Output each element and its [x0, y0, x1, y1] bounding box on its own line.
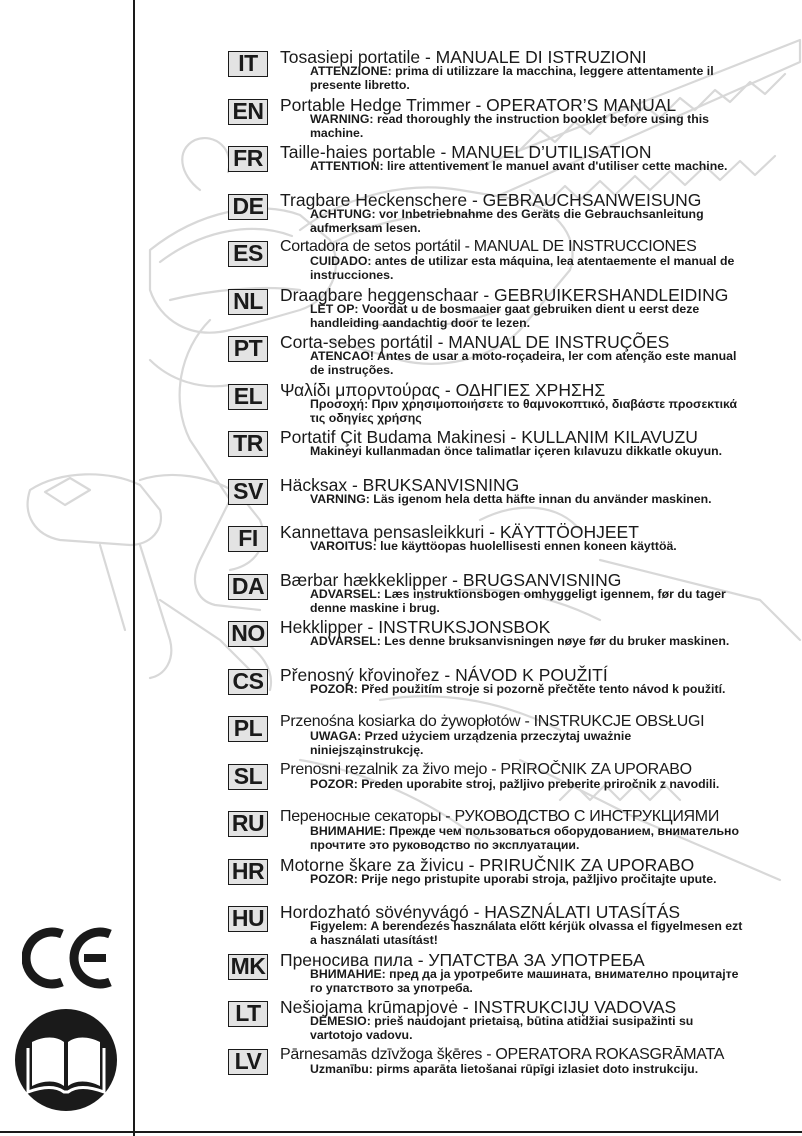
entry-pt	[226, 332, 800, 380]
entry-sl	[226, 760, 800, 808]
warning-text: Προσοχή: Πριν χρησιμοποιήσετε το θαμνοκοπτικό, διαβάστε προσεκτικά τις οδηγίες χρήσης	[310, 396, 738, 425]
entry-el	[226, 380, 800, 428]
warning-text: ADVARSEL: Læs instruktionsbogen omhyggeligt igennem, før du tager denne maskine i brug.	[310, 586, 726, 615]
manual-title: Tosasiepi portatile - MANUALE DI ISTRUZIONI	[280, 47, 647, 67]
warning-text: VAROITUS: lue käyttöopas huolellisesti ennen koneen käyttöä.	[310, 539, 677, 553]
manual-title: Hekklipper - INSTRUKSJONSBOK	[280, 617, 551, 637]
warning-text: CUIDADO: antes de utilizar esta máquina, lea atentaemente el manual de instrucciones.	[310, 254, 735, 282]
manual-title: Pārnesamās dzīvžoga šķēres - OPERATORA ROKASGRĀMATA	[280, 1045, 725, 1063]
language-code-badge: HU	[228, 906, 268, 932]
warning-text: WARNING: read thoroughly the instruction booklet before using this machine.	[310, 111, 709, 140]
entry-lt	[226, 997, 800, 1045]
entry-fr	[226, 142, 800, 190]
manual-title: Bærbar hækkeklipper - BRUGSANVISNING	[280, 569, 622, 590]
manual-title: Motorne škare za živicu - PRIRUČNIK ZA UPORABO	[280, 854, 695, 875]
language-code-badge: DA	[228, 574, 268, 600]
entry-it	[226, 47, 800, 95]
manual-title: Kannettava pensasleikkuri - KÄYTTÖOHJEET	[280, 522, 639, 542]
language-code-badge: NO	[228, 621, 268, 647]
warning-text: ATTENTION: lire attentivement le manuel avant d'utiliser cette machine.	[310, 159, 728, 173]
manual-title: Ψαλίδι μπορντούρας - ΟΔΗΓΙΕΣ ΧΡΗΣΗΣ	[280, 379, 606, 400]
left-margin-rule	[133, 0, 135, 1136]
read-manual-book-icon	[14, 1008, 118, 1112]
entry-de	[226, 190, 800, 238]
manual-title: Taille-haies portable - MANUEL D’UTILISATION	[280, 142, 652, 162]
language-code-badge: EL	[228, 384, 268, 410]
warning-text: VARNING: Läs igenom hela detta häfte innan du använder maskinen.	[310, 491, 712, 506]
manual-title: Draagbare heggenschaar - GEBRUIKERSHANDLEIDING	[280, 284, 729, 305]
warning-text: Figyelem: A berendezés használata előtt kérjük olvassa el figyelmesen ezt a használati utasítást!	[310, 919, 743, 947]
warning-text: Makineyi kullanmadan önce talimatlar içeren kılavuzu dikkatle okuyun.	[310, 444, 723, 458]
warning-text: POZOR: Preden uporabite stroj, pažljivo preberite priročnik z navodili.	[310, 776, 720, 791]
language-code-badge: HR	[228, 859, 268, 885]
manual-title: Corta-sebes portátil - MANUAL DE INSTRUÇÕES	[280, 332, 670, 352]
language-code-badge: RU	[228, 811, 268, 837]
language-code-badge: SL	[228, 764, 268, 790]
entry-ru	[226, 807, 800, 855]
entry-pl	[226, 712, 800, 760]
entry-tr	[226, 427, 800, 475]
language-code-badge: TR	[228, 431, 268, 457]
warning-text: UWAGA: Przed użyciem urządzenia przeczytaj uważnie niniejsząinstrukcję.	[310, 729, 632, 757]
entry-cs	[226, 665, 800, 713]
language-code-badge: SV	[228, 479, 268, 505]
manual-title: Portable Hedge Trimmer - OPERATOR’S MANUAL	[280, 94, 677, 115]
entry-sv	[226, 475, 800, 523]
language-code-badge: MK	[228, 954, 268, 980]
warning-text: ВНИМАНИЕ: пред да ја уротребите машината, внимателно процитајте го упатството за употреба.	[310, 966, 739, 995]
warning-text: ATTENZIONE: prima di utilizzare la macchina, leggere attentamente il presente libretto.	[310, 64, 714, 92]
bottom-rule	[0, 1131, 802, 1133]
manual-title: Prenosni rezalnik za živo mejo - PRIROČNIK ZA UPORABO	[280, 760, 692, 778]
language-code-badge: LT	[228, 1001, 268, 1027]
manual-title: Przenośna kosiarka do żywopłotów - INSTRUKCJE OBSŁUGI	[280, 713, 705, 730]
language-code-badge: IT	[228, 51, 268, 77]
entry-no	[226, 617, 800, 665]
entry-hr	[226, 855, 800, 903]
language-code-badge: FI	[228, 526, 268, 552]
manual-title: Portatif Çit Budama Makinesi - KULLANIM KILAVUZU	[280, 427, 698, 447]
warning-text: ATENCAO! Antes de usar a moto-roçadeira, ler com atenção este manual de instruções.	[310, 349, 737, 377]
language-code-badge: PT	[228, 336, 268, 362]
language-code-badge: LV	[228, 1049, 268, 1075]
warning-text: POZOR: Prije nego pristupite uporabi stroja, pažljivo pročitajte upute.	[310, 871, 717, 886]
manual-title: Hordozható sövényvágó - HASZNÁLATI UTASÍTÁS	[280, 902, 681, 922]
warning-text: LET OP: Voordat u de bosmaaier gaat gebruiken dient u eerst deze handleiding aandachtig door te lezen.	[310, 301, 700, 330]
language-code-badge: FR	[228, 146, 268, 172]
warning-text: ACHTUNG: vor Inbetriebnahme des Geräts die Gebrauchsanleitung aufmerksam lesen.	[310, 206, 704, 235]
ce-mark-icon	[22, 926, 118, 990]
warning-text: DĖMESIO: prieš naudojant prietaisą, būtina atidžiai susipažinti su vartotojo vadovu.	[310, 1014, 694, 1042]
warning-text: POZOR: Před použitím stroje si pozorně přečtěte tento návod k použití.	[310, 681, 726, 696]
language-code-badge: PL	[228, 716, 268, 742]
entry-hu	[226, 902, 800, 950]
language-code-badge: CS	[228, 669, 268, 695]
manual-title: Häcksax - BRUKSANVISNING	[280, 474, 520, 495]
manual-title: Tragbare Heckenschere - GEBRAUCHSANWEISUNG	[280, 189, 702, 210]
entry-en	[226, 95, 800, 143]
entry-lv	[226, 1045, 800, 1093]
language-code-badge: EN	[228, 99, 268, 125]
warning-text: ADVARSEL: Les denne bruksanvisningen nøye før du bruker maskinen.	[310, 634, 730, 648]
entry-mk	[226, 950, 800, 998]
warning-text: ВНИМАНИЕ: Прежде чем пользоваться оборудованием, внимательно прочтите это руководство по эксплуатации.	[310, 824, 739, 852]
language-code-badge: NL	[228, 289, 268, 315]
language-code-badge: ES	[228, 241, 268, 267]
language-code-badge: DE	[228, 194, 268, 220]
entry-fi	[226, 522, 800, 570]
manual-title: Cortadora de setos portátil - MANUAL DE INSTRUCCIONES	[280, 238, 697, 255]
entry-da	[226, 570, 800, 618]
manual-title: Nešiojama krūmapjovė - INSTRUKCIJŲ VADOVAS	[280, 997, 677, 1017]
warning-text: Uzmanību: pirms aparāta lietošanai rūpīgi izlasiet doto instrukciju.	[310, 1061, 699, 1076]
language-entries	[226, 47, 800, 1092]
entry-nl	[226, 285, 800, 333]
entry-es	[226, 237, 800, 285]
manual-title: Преносива пила - УПАТСТВА ЗА УПОТРЕБА	[280, 949, 645, 970]
manual-title: Přenosný křovinořez - NÁVOD K POUŽITÍ	[280, 664, 608, 685]
manual-title: Переносные секаторы - РУКОВОДСТВО С ИНСТРУКЦИЯМИ	[280, 808, 720, 825]
